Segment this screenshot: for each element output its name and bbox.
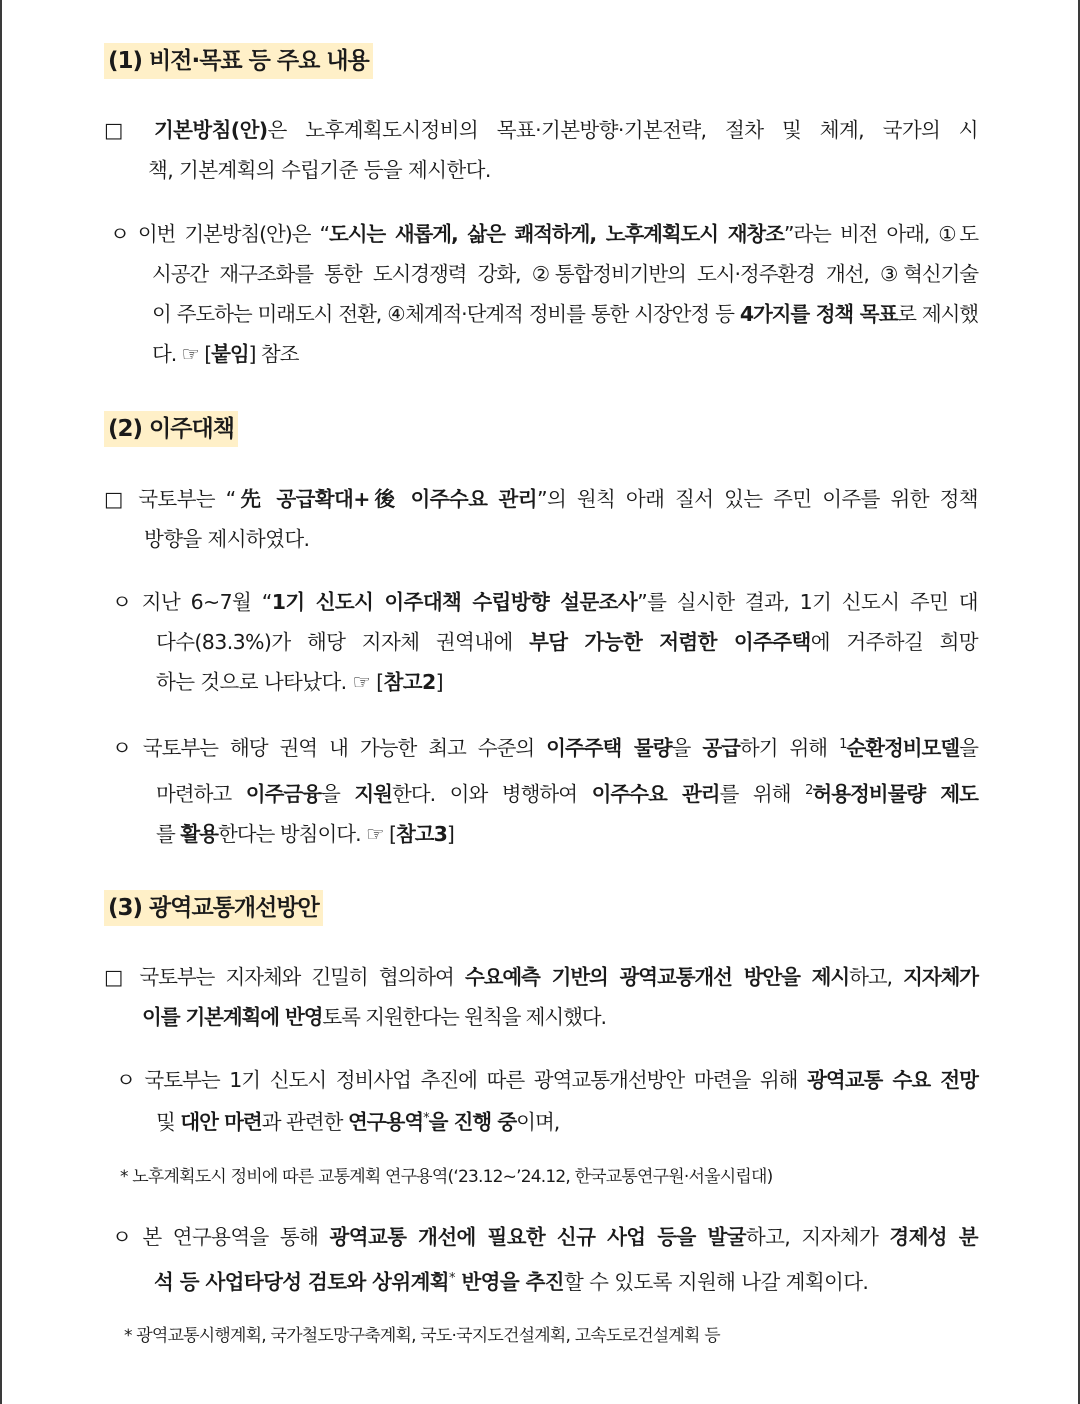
paragraph-line: □ 국토부는 “先 공급확대+後 이주수요 관리”의 원칙 아래 질서 있는 주민 이주를 위한 정책 xyxy=(104,487,978,511)
section-heading-vision: (1) 비전·목표 등 주요 내용 xyxy=(104,43,373,79)
paragraph-line: 책, 기본계획의 수립기준 등을 제시한다. xyxy=(148,158,491,182)
section-heading-relocation: (2) 이주대책 xyxy=(104,411,238,447)
footnote-plans: * 광역교통시행계획, 국가철도망구축계획, 국도·국지도건설계획, 고속도로건설계획 등 xyxy=(124,1326,720,1346)
paragraph-line: ㅇ 지난 6~7월 “1기 신도시 이주대책 수립방향 설문조사”를 실시한 결과, 1기 신도시 주민 대 xyxy=(112,590,978,614)
paragraph-line: 다. ☞ [붙임] 참조 xyxy=(152,342,299,366)
paragraph-line: 시공간 재구조화를 통한 도시경쟁력 강화, ②통합정비기반의 도시·정주환경 개선, ③혁신기술 xyxy=(152,262,978,286)
paragraph-line: 이 주도하는 미래도시 전환, ④체계적·단계적 정비를 통한 시장안정 등 4가지를 정책 목표로 제시했 xyxy=(152,302,978,326)
section-heading-transport: (3) 광역교통개선방안 xyxy=(104,890,323,926)
paragraph-line: 및 대안 마련과 관련한 연구용역*을 진행 중이며, xyxy=(156,1110,560,1134)
paragraph-line: 마련하고 이주금융을 지원한다. 이와 병행하여 이주수요 관리를 위해 $^2$허용정비물량 제도 xyxy=(156,782,978,806)
paragraph-line: ㅇ 본 연구용역을 통해 광역교통 개선에 필요한 신규 사업 등을 발굴하고, 지자체가 경제성 분 xyxy=(112,1225,978,1249)
paragraph-line: 다수(83.3%)가 해당 지자체 권역내에 부담 가능한 저렴한 이주주택에 거주하길 희망 xyxy=(156,630,978,654)
paragraph-line: 이를 기본계획에 반영토록 지원한다는 원칙을 제시했다. xyxy=(142,1005,606,1029)
footnote-study: * 노후계획도시 정비에 따른 교통계획 연구용역(‘23.12~’24.12, 한국교통연구원·서울시립대) xyxy=(120,1167,773,1187)
page-border-left xyxy=(0,0,2,1404)
paragraph-line: 하는 것으로 나타났다. ☞ [참고2] xyxy=(156,670,444,694)
paragraph-line: □ 기본방침(안)은 노후계획도시정비의 목표·기본방향·기본전략, 절차 및 체계, 국가의 시 xyxy=(104,118,979,142)
paragraph-line: 석 등 사업타당성 검토와 상위계획* 반영을 추진할 수 있도록 지원해 나갈 계획이다. xyxy=(154,1270,869,1294)
paragraph-line: ㅇ 국토부는 해당 권역 내 가능한 최고 수준의 이주주택 물량을 공급하기 위해 $^1$순환정비모델을 xyxy=(112,736,978,760)
paragraph-line: □ 국토부는 지자체와 긴밀히 협의하여 수요예측 기반의 광역교통개선 방안을 제시하고, 지자체가 xyxy=(104,965,978,989)
paragraph-line: 방향을 제시하였다. xyxy=(144,527,310,551)
paragraph-line: 를 활용한다는 방침이다. ☞ [참고3] xyxy=(156,822,454,846)
paragraph-line: ㅇ 국토부는 1기 신도시 정비사업 추진에 따른 광역교통개선방안 마련을 위해 광역교통 수요 전망 xyxy=(116,1068,978,1092)
paragraph-line: ㅇ 이번 기본방침(안)은 “도시는 새롭게, 삶은 쾌적하게, 노후계획도시 재창조”라는 비전 아래, ①도 xyxy=(110,222,978,246)
